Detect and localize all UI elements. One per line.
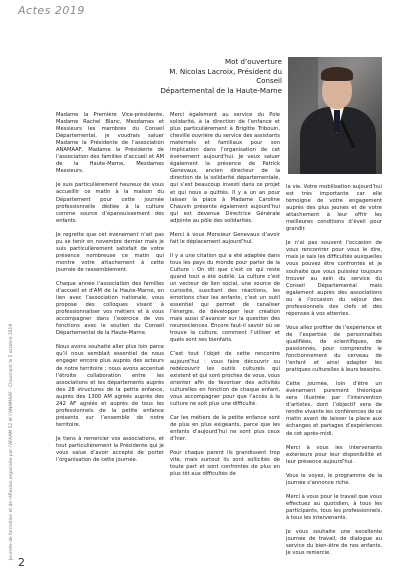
paragraph: Cette journée, loin d’être un évènement purement théorique sera illustrée par l’intervention d’artistes, dont l’objectif sera de rendre vivante les conférences de ce matin avant de laisser la place aux échanges et partages d’expériences de cet après-midi. — [286, 381, 382, 437]
paragraph: Merci à vous Monsieur Genevaux d’avoir fait le déplacement aujourd’hui. — [170, 231, 280, 245]
paragraph: la vie. Votre mobilisation aujourd’hui est très importante car elle témoigne de votre engagement auprès des plus jeunes et de votre attachement à leur offrir les meilleures conditions d’éveil pour grandir. — [286, 184, 382, 233]
paragraph: Madame la Première Vice-présidente, Madame Rachel Blanc, Mesdames et Messieurs les membres du Conseil Départemental, je voudrais saluer Madame la Présidente de l’association ANAMAAF, Madame la Présidente de l’association des familles d’accueil et AM de la Haute-Marne, Mesdames Messieurs. — [56, 112, 164, 175]
running-title: Actes 2019 — [18, 4, 85, 17]
paragraph: Je vous souhaite une excellente journée de travail, de dialogue au service du bien-être de nos enfants. Je vous remercie. — [286, 528, 382, 557]
article-title-line1: Mot d’ouverture — [225, 57, 282, 66]
paragraph: C’est tout l’objet de cette rencontre aujourd’hui : vous faire découvrir ou redécouvrir les outils culturels qui existent et qui sont proches de vous, vous orienter afin de favoriser des activités culturelles en fonction de chaque enfant, vous accompagner pour que l’accès à la culture ne soit plus une difficulté. — [170, 351, 280, 407]
text-column-1 — [56, 112, 164, 471]
paragraph: Je suis particulièrement heureux de vous accueillir ce matin à la maison du Département pour cette journée professionnelle dédiée à la culture comme source d’épanouissement des enfants. — [56, 182, 164, 224]
text-column-2 — [170, 112, 280, 485]
photo-hair — [321, 67, 353, 81]
paragraph: Vous le voyez, le programme de la journée s’annonce riche. — [286, 472, 382, 486]
article-title — [150, 57, 282, 95]
sidebar-caption-right: Chaumont le 5 octobre 2019 — [9, 323, 14, 387]
paragraph: Je n’ai pas souvent l’occasion de vous rencontrer pour vous le dire, mais je sais les difficultés auxquelles vous pouvez être confrontés et je souhaite que vous puissiez toujours trouver au sein du service du Conseil Départemental mais également auprès des associations ou à l’occasion du séjour des professionnels des clefs et des réponses à vos attentes. — [286, 240, 382, 317]
article-title-line2: M. Nicolas Lacroix, Président du Conseil — [169, 66, 282, 86]
text-column-3 — [286, 184, 382, 564]
sidebar-caption — [9, 324, 14, 560]
paragraph: Il y a une citation qui a été adaptée dans tous les pays du monde pour parler de la Culture : On dit que c’est ce qui reste quand tout a été oublié. La culture c’est un vecteur de lien social, une source de curiosité, suscitant des réactions, les émotions chez les enfants, c’est un outil essentiel qui permet de canaliser l’énergie, de développer leur création mais aussi d’avancer sur la question des neurosciences. Encore faut-il savoir où se trouve la culture, comment l’utiliser et quels sont ses bienfaits. — [170, 252, 280, 344]
article-title-line3: Départemental de la Haute-Marne — [160, 85, 282, 95]
paragraph: Nous avons souhaité aller plus loin parce qu’il nous semblait essentiel de nous engager encore plus auprès des acteurs de notre territoire ; nous avons accentué l’étroite collaboration entre les associations et les départements auprès des 28 structures de la petite enfance, auprès des 1300 AM agréés auprès des 242 AF agréés et auprès de tous les professionnels de la petite enfance présents sur l’ensemble de notre territoire. — [56, 344, 164, 428]
paragraph: Pour chaque parent ils grandissent trop vite, mais surtout ils sont sollicités de toute part et sont confrontés de plus en plus tôt aux difficultés de — [170, 450, 280, 478]
sidebar-caption-separator: - — [9, 388, 14, 390]
paragraph: Merci à vous pour le travail que vous effectuez au quotidien, à tous les participants, tous les professionnels, à tous les intervenants. — [286, 493, 382, 521]
page-number: 2 — [18, 556, 25, 569]
paragraph: Vous allez profiter de l’expérience et de l’expertise de personnalités qualifiées, de scientifiques, de passionnés, pour comprendre le fonctionnement du cerveau de l’enfant et ainsi adapter les pratiques culturelles à leurs besoins. — [286, 324, 382, 374]
speaker-photo — [288, 57, 382, 174]
paragraph: Car les métiers de la petite enfance sont de plus en plus exigeants, parce que les enfants d’aujourd’hui ne sont plus ceux d’hier. — [170, 414, 280, 442]
paragraph: Je tiens à remercier vos associations, et tout particulièrement la Présidente qui je vous salue d’avoir accepté de porter l’organisation de cette journée. — [56, 435, 164, 464]
paragraph: Je regrette que cet événement n’ait pas pu se tenir en novembre dernier mais je suis particulièrement satisfait de votre présence nombreuse ce matin qui montre votre attachement à cette journée de rassemblement. — [56, 231, 164, 273]
paragraph: Chaque année l’association des familles d’accueil et d’AM de la Haute-Marne, en lien avec l’association nationale, vous propose des colloques visant à professionnaliser vos métiers et à vous accompagner dans l’exercice de vos fonctions avec le soutien du Conseil Départemental de la Haute-Marne. — [56, 280, 164, 337]
paragraph: Merci également au service du Pole solidarité, à la direction de l’enfance et plus particulièrement à Brigitte Tribouin, cheville ouvrière du service des assistants maternels et familiaux pour son implication dans l’organisation de cet événement aujourd’hui. Je veux saluer également la présence de Patrick Genevaux, ancien directeur de la direction de la solidarité départementale, qui s’est beaucoup investi dans ce projet et qui nous a quittés. Il y a un an pour laisser la place à Madame Caroline Chauvin présente également aujourd’hui qui est devenue Directrice Générale adjointe au pôle des solidarités. — [170, 112, 280, 224]
sidebar-caption-left: Journée de formation et de réflexion organisée par l’AFAAM 52 et l’ANAMAAF — [9, 391, 14, 560]
paragraph: Merci à vous les intervenants extérieurs pour leur disponibilité et leur présence aujourd’hui. — [286, 444, 382, 465]
